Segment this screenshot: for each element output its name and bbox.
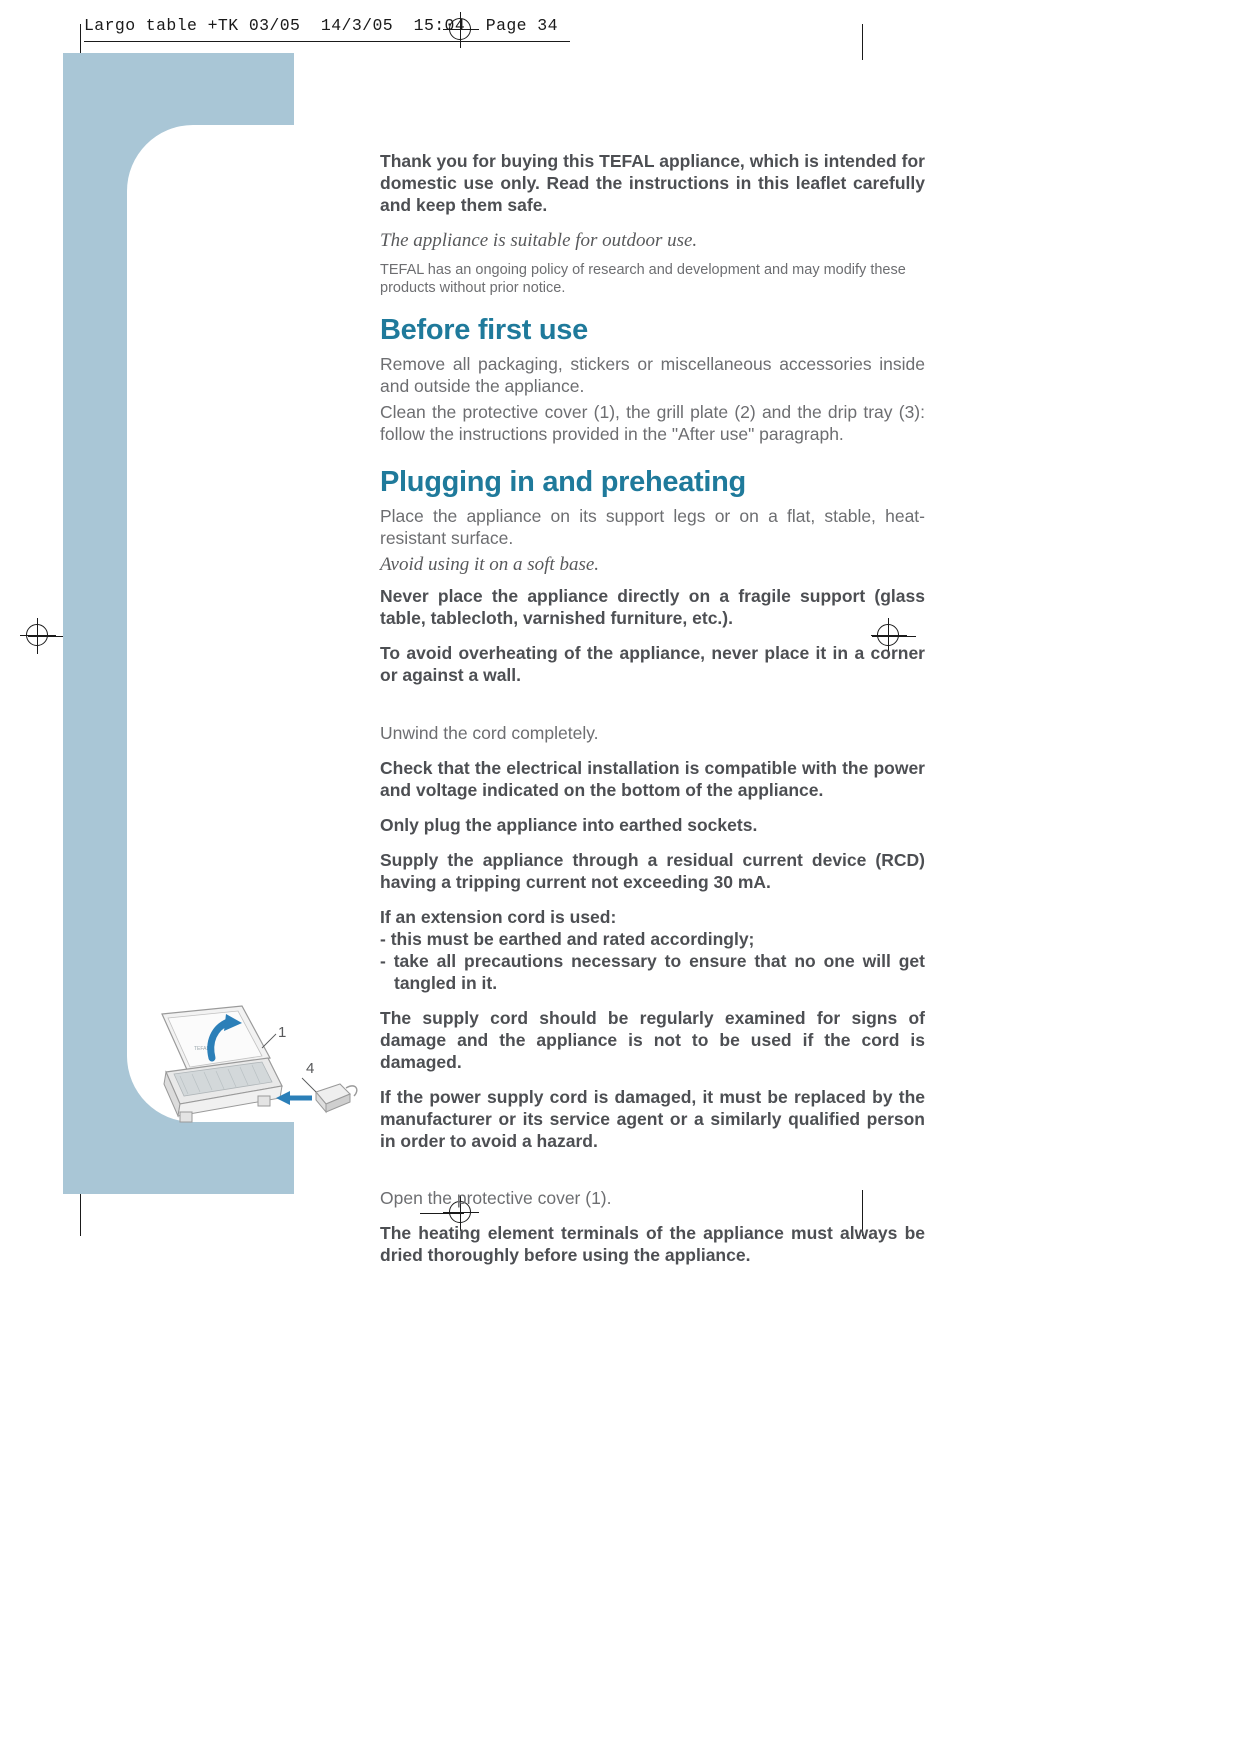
callout-label-1: 1 (278, 1024, 287, 1041)
thermostat-plug-shape (316, 1084, 357, 1112)
plugging-warning-electrical-installation: Check that the electrical installation is compatible with the power and voltage indicated on the bottom of the appliance. (380, 757, 925, 800)
intro-italic-note: The appliance is suitable for outdoor use. (380, 230, 698, 252)
plugging-warning-fragile-support: Never place the appliance directly on a fragile support (glass table, tablecloth, varnished furniture, etc.). (380, 586, 925, 629)
registration-mark-left (20, 618, 56, 654)
intro-paragraph: Thank you for buying this TEFAL appliance, which is intended for domestic use only. Read the instructions in this leaflet carefully and keep them safe. (380, 151, 925, 216)
document-body (380, 150, 925, 1279)
section-heading-plugging-in: Plugging in and preheating (380, 466, 746, 499)
plugging-warning-earthed-sockets: Only plug the appliance into earthed sockets. (380, 814, 758, 835)
section-heading-before-first-use: Before first use (380, 314, 588, 347)
plugging-paragraph-unwind-cord: Unwind the cord completely. (380, 722, 599, 743)
header-rule (84, 41, 570, 42)
plugging-italic-soft-base: Avoid using it on a soft base. (380, 554, 600, 576)
extension-cord-intro: If an extension cord is used: (380, 906, 617, 927)
policy-note: TEFAL has an ongoing policy of research and development and may modify these products without prior notice. (380, 262, 906, 297)
product-illustration (150, 1000, 365, 1150)
spacer-2 (380, 1165, 925, 1187)
plugging-warning-cord-replacement: If the power supply cord is damaged, it must be replaced by the manufacturer or its service agent or a similarly qualified person in order to avoid a hazard. (380, 1087, 925, 1152)
extension-cord-item-1: - this must be earthed and rated accordingly; (380, 928, 755, 949)
plugging-extension-cord-block (380, 906, 925, 994)
callout-label-4: 4 (306, 1060, 315, 1077)
plugging-warning-dry-terminals: The heating element terminals of the appliance must always be dried thoroughly before using the appliance. (380, 1223, 925, 1266)
before-first-use-paragraph-2: Clean the protective cover (1), the grill plate (2) and the drip tray (3): follow the instructions provided in the "After use" paragraph. (380, 402, 925, 445)
extension-cord-item-2: - take all precautions necessary to ensure that no one will get tangled in it. (380, 950, 925, 993)
spacer (380, 700, 925, 722)
before-first-use-paragraph-1: Remove all packaging, stickers or miscellaneous accessories inside and outside the appliance. (380, 354, 925, 397)
svg-text:TEFAL: TEFAL (194, 1046, 210, 1052)
plug-insert-arrow (276, 1091, 312, 1105)
plugging-warning-rcd: Supply the appliance through a residual current device (RCD) having a tripping current not exceeding 30 mA. (380, 849, 925, 892)
grill-base-shape (164, 1058, 282, 1122)
plugging-paragraph-open-cover: Open the protective cover (1). (380, 1188, 612, 1209)
plugging-warning-supply-cord-examined: The supply cord should be regularly examined for signs of damage and the appliance is not to be used if the cord is damaged. (380, 1007, 925, 1073)
plugging-warning-overheating: To avoid overheating of the appliance, never place it in a corner or against a wall. (380, 643, 925, 686)
plugging-paragraph-place-appliance: Place the appliance on its support legs or on a flat, stable, heat-resistant surface. (380, 506, 925, 549)
print-header-text: Largo table +TK 03/05 14/3/05 15:04 Page 34 (84, 16, 558, 35)
crop-mark-top-right-vertical (862, 24, 863, 60)
crop-mark-bottom-left-vertical (80, 1190, 81, 1236)
